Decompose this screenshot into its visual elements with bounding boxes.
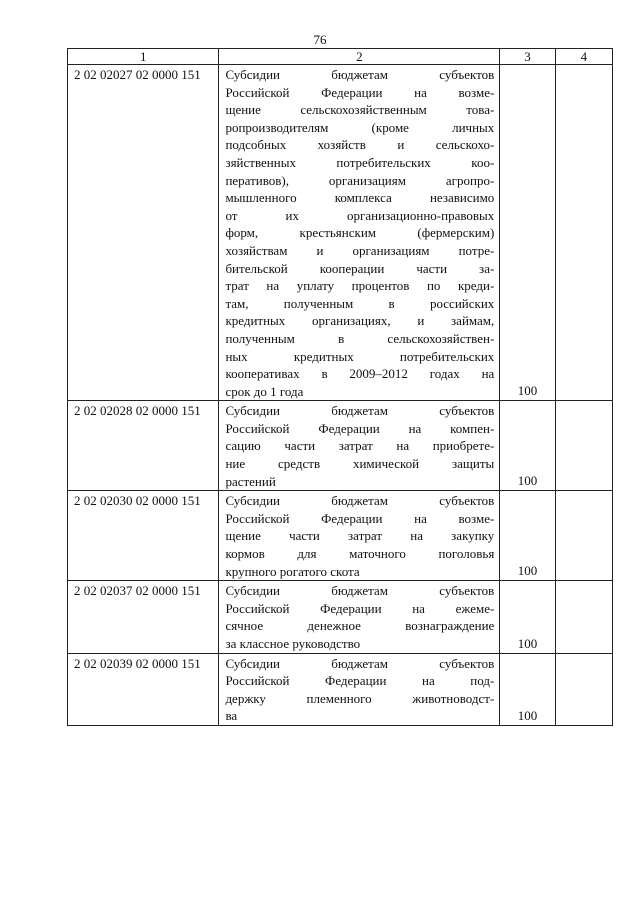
description-line: форм, крестьянским (фермерским) (225, 225, 495, 241)
description-line: там, полученным в российских (225, 295, 495, 311)
budget-code-cell: 2 02 02030 02 0000 151 (68, 491, 219, 581)
description-line: полученным в сельскохозяйствен- (225, 330, 495, 346)
column-header-4: 4 (555, 49, 612, 65)
description-line: трат на уплату процентов по креди- (225, 278, 495, 294)
description-line: Субсидии бюджетам субъектов (225, 493, 495, 509)
column-4-cell (555, 581, 612, 653)
description-line: от их организационно-правовых (225, 207, 495, 223)
description-cell (219, 581, 500, 653)
description-line: Российской Федерации на под- (225, 673, 495, 689)
description-line: Субсидии бюджетам субъектов (225, 67, 495, 82)
description-line: сячное денежное вознаграждение (225, 618, 495, 634)
description-line: сацию части затрат на приобрете- (225, 438, 495, 454)
table-row (68, 491, 613, 581)
percent-value-cell: 100 (500, 491, 555, 581)
description-line: зяйственных потребительских коо- (225, 154, 495, 170)
table-row (68, 401, 613, 491)
percent-value-cell: 100 (500, 581, 555, 653)
description-line: Субсидии бюджетам субъектов (225, 655, 495, 671)
description-line: Субсидии бюджетам субъектов (225, 403, 495, 419)
description-line: ва (225, 708, 238, 724)
table-row (68, 581, 613, 653)
description-line: хозяйствам и организациям потре- (225, 242, 495, 258)
description-line: крупного рогатого скота (225, 563, 360, 579)
percent-value-cell: 100 (500, 65, 555, 401)
description-line: щение сельскохозяйственным това- (225, 102, 495, 118)
description-line: ние средств химической защиты (225, 456, 495, 472)
description-line: Российской Федерации на возме- (225, 510, 495, 526)
description-cell (219, 653, 500, 725)
description-line: держку племенного животноводст- (225, 690, 495, 706)
column-4-cell (555, 65, 612, 401)
description-line: Российской Федерации на возме- (225, 84, 495, 100)
column-header-3: 3 (500, 49, 555, 65)
table-header-row (68, 49, 613, 65)
table-row (68, 653, 613, 725)
description-line: щение части затрат на закупку (225, 528, 495, 544)
description-cell (219, 491, 500, 581)
column-header-2: 2 (219, 49, 500, 65)
budget-code-cell: 2 02 02028 02 0000 151 (68, 401, 219, 491)
description-line: ропроизводителям (кроме личных (225, 119, 495, 135)
description-line: Российской Федерации на ежеме- (225, 600, 495, 616)
description-line: мышленного комплекса независимо (225, 190, 495, 206)
budget-code-cell: 2 02 02037 02 0000 151 (68, 581, 219, 653)
description-line: Российской Федерации на компен- (225, 420, 495, 436)
description-line: кредитных организациях, и займам, (225, 313, 495, 329)
description-line: за классное руководство (225, 636, 361, 651)
table-row (68, 65, 613, 401)
description-line: подсобных хозяйств и сельскохо- (225, 137, 495, 153)
description-line: срок до 1 года (225, 383, 304, 399)
column-4-cell (555, 653, 612, 725)
budget-code-cell: 2 02 02027 02 0000 151 (68, 65, 219, 401)
budget-code-cell: 2 02 02039 02 0000 151 (68, 653, 219, 725)
description-line: ных кредитных потребительских (225, 348, 495, 364)
description-line: Субсидии бюджетам субъектов (225, 583, 495, 599)
description-line: бительской кооперации части за- (225, 260, 495, 276)
description-line: кормов для маточного поголовья (225, 546, 495, 562)
description-line: растений (225, 473, 276, 489)
budget-classification-table (67, 48, 613, 726)
description-cell (219, 401, 500, 491)
column-4-cell (555, 401, 612, 491)
page-number: 76 (313, 32, 327, 47)
percent-value-cell: 100 (500, 653, 555, 725)
description-line: перативов), организациям агропро- (225, 172, 495, 188)
column-header-1: 1 (68, 49, 219, 65)
column-4-cell (555, 491, 612, 581)
description-cell (219, 65, 500, 401)
description-line: кооперативах в 2009–2012 годах на (225, 366, 495, 382)
percent-value-cell: 100 (500, 401, 555, 491)
